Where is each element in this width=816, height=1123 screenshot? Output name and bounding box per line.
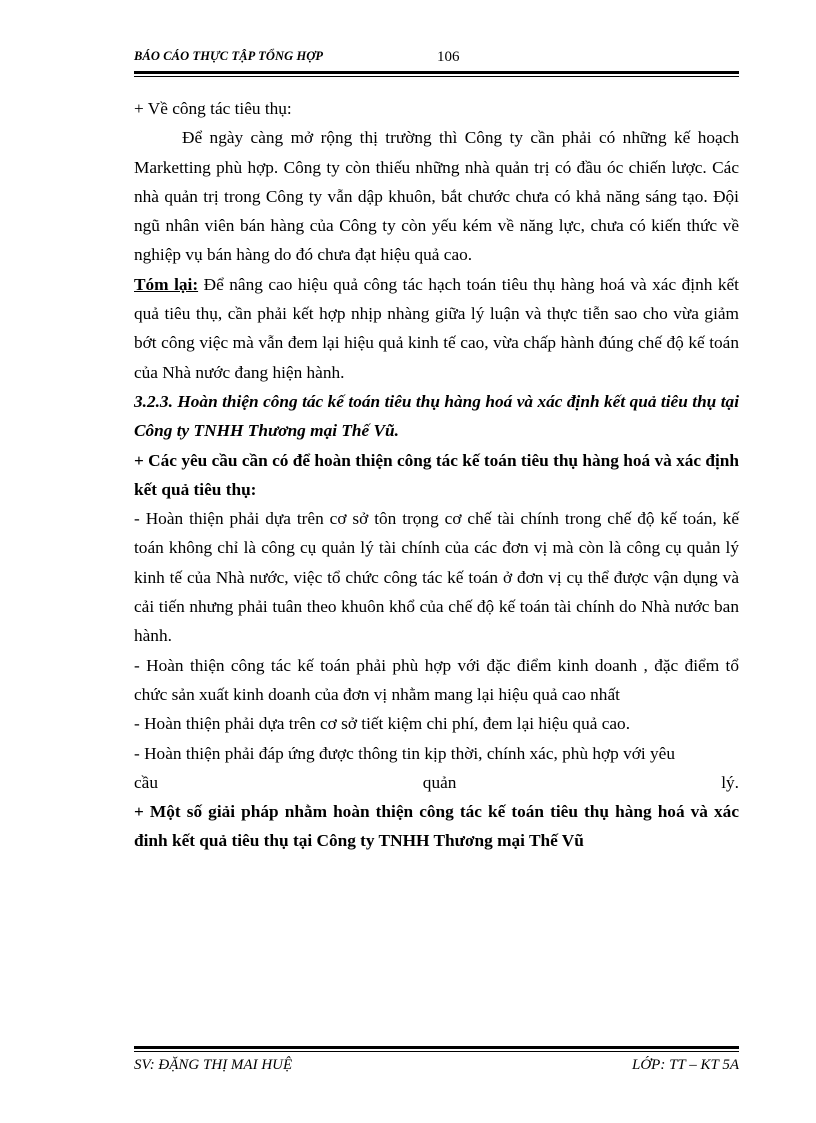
list-item: - Hoàn thiện phải dựa trên cơ sở tiết kiệm chi phí, đem lại hiệu quả cao.: [134, 714, 631, 734]
paragraph-sales-heading: + Về công tác tiêu thụ:: [134, 99, 292, 118]
list-item-continuation: cầu quản lý.: [134, 772, 739, 792]
list-item: - Hoàn thiện phải dựa trên cơ sở tôn trọng cơ chế tài chính trong chế độ kế toán, kế toán không chỉ là công cụ quản lý tài chính của các đơn vị mà còn là công cụ quản lý kinh tế của Nhà nước, việc tổ chức công tác kế toán ở đơn vị cụ thể được vận dụng và cải tiến nhưng phải tuân theo khuôn khổ của chế độ kế toán tài chính do Nhà nước ban hành.: [134, 509, 739, 646]
page-number: 106: [437, 49, 460, 65]
paragraph-marketing: Để ngày càng mở rộng thị trường thì Công ty cần phải có những kế hoạch Marketting phù hợp. Công ty còn thiếu những nhà quản trị có đầu óc chiến lược. Các nhà quản trị trong Công ty vẫn dập khuôn, bắt chước chưa có khả năng sáng tạo. Đội ngũ nhân viên bán hàng của Công ty còn yếu kém về năng lực, chưa có kiến thức về nghiệp vụ bán hàng do đó chưa đạt hiệu quả cao.: [134, 128, 739, 265]
page-body: [134, 94, 739, 856]
subheading-requirements: + Các yêu cầu cần có để hoàn thiện công tác kế toán tiêu thụ hàng hoá và xác định kết quả tiêu thụ:: [134, 450, 739, 499]
list-item: - Hoàn thiện phải đáp ứng được thông tin kịp thời, chính xác, phù hợp với yêu: [134, 743, 675, 763]
footer-rule: [134, 1046, 739, 1052]
summary-label: Tóm lại:: [134, 274, 199, 294]
section-heading: 3.2.3. Hoàn thiện công tác kế toán tiêu thụ hàng hoá và xác định kết quả tiêu thụ tại Công ty TNHH Thương mại Thế Vũ.: [134, 391, 739, 441]
subheading-solutions: + Một số giải pháp nhằm hoàn thiện công tác kế toán tiêu thụ hàng hoá và xác đinh kết quả tiêu thụ tại Công ty TNHH Thương mại Thế Vũ: [134, 802, 739, 851]
header-title: BÁO CÁO THỰC TẬP TỔNG HỢP: [134, 49, 324, 63]
footer-class: LỚP: TT – KT 5A: [632, 1057, 739, 1073]
summary-text: Để nâng cao hiệu quả công tác hạch toán tiêu thụ hàng hoá và xác định kết quả tiêu thụ, cần phải kết hợp nhịp nhàng giữa lý luận và thực tiễn sao cho vừa giảm bớt công việc mà vẫn đem lại hiệu quả kinh tế cao, vừa chấp hành đúng chế độ kế toán của Nhà nước đang hiện hành.: [134, 274, 739, 382]
footer-student: SV: ĐẶNG THỊ MAI HUỆ: [134, 1057, 293, 1073]
list-item: - Hoàn thiện công tác kế toán phải phù hợp với đặc điểm kinh doanh , đặc điểm tổ chức sản xuất kinh doanh của đơn vị nhằm mang lại hiệu quả cao nhất: [134, 655, 739, 704]
header-rule: [134, 71, 739, 77]
paragraph-summary: [134, 270, 739, 387]
